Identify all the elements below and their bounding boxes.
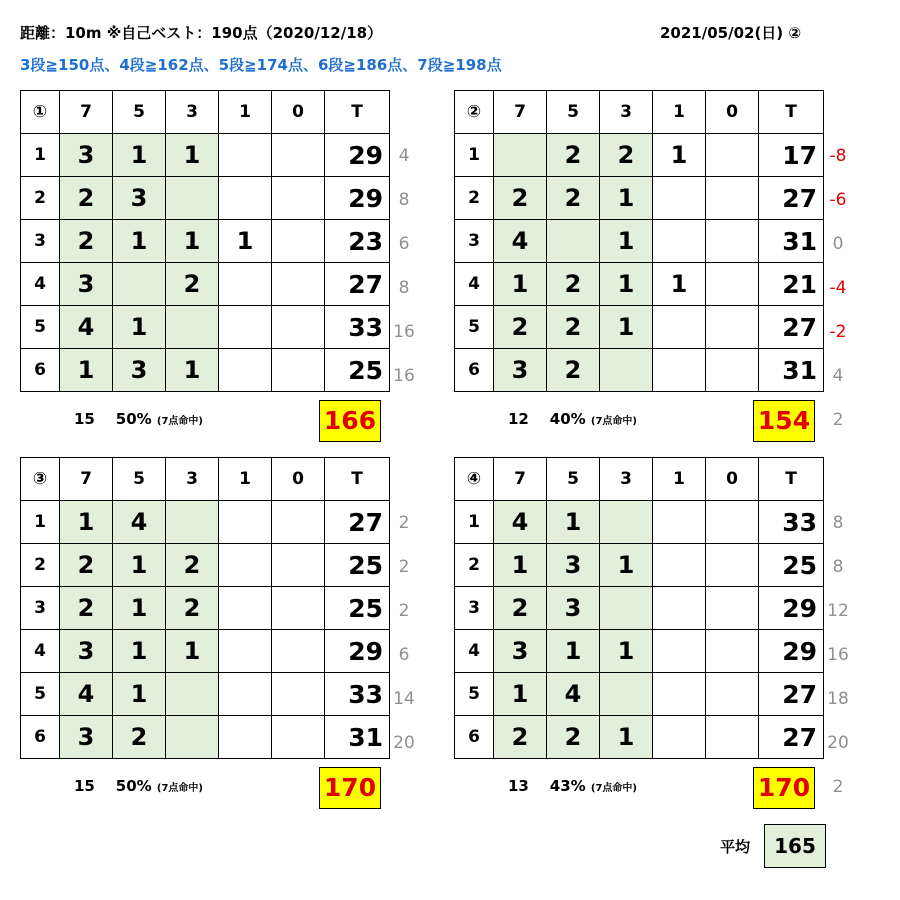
hit-count-cell bbox=[706, 716, 759, 759]
round-stats bbox=[74, 410, 203, 428]
hit-count-cell: 2 bbox=[600, 134, 653, 177]
hit-count-cell bbox=[219, 673, 272, 716]
side-value: 2 bbox=[398, 513, 410, 533]
table-row bbox=[455, 587, 824, 630]
end-number: 4 bbox=[21, 263, 60, 306]
hit-count-cell bbox=[166, 501, 219, 544]
hit-count-cell: 1 bbox=[653, 134, 706, 177]
hit-note: (7点命中) bbox=[590, 783, 638, 794]
column-header: 0 bbox=[706, 91, 759, 134]
end-total: 31 bbox=[759, 349, 824, 392]
hit-count-cell bbox=[219, 177, 272, 220]
table-row bbox=[455, 501, 824, 544]
table-row bbox=[21, 134, 390, 177]
hit-count-cell bbox=[219, 587, 272, 630]
round-label: ④ bbox=[455, 458, 494, 501]
side-value: -4 bbox=[829, 278, 847, 298]
hit-count-cell: 2 bbox=[166, 263, 219, 306]
hit-count-cell bbox=[600, 349, 653, 392]
round-1 bbox=[20, 90, 390, 392]
score-table bbox=[454, 90, 824, 392]
column-header: T bbox=[325, 91, 390, 134]
table-row bbox=[21, 263, 390, 306]
end-number: 3 bbox=[21, 587, 60, 630]
hit-count-cell: 4 bbox=[60, 306, 113, 349]
hit-count-cell bbox=[547, 220, 600, 263]
round-total: 170 bbox=[319, 767, 381, 809]
end-total: 27 bbox=[759, 673, 824, 716]
side-value: 20 bbox=[827, 733, 849, 753]
hit-percent: 40% bbox=[549, 410, 586, 428]
round-label: ③ bbox=[21, 458, 60, 501]
hit-count-cell bbox=[706, 501, 759, 544]
end-number: 6 bbox=[21, 349, 60, 392]
end-total: 23 bbox=[325, 220, 390, 263]
average-value: 165 bbox=[764, 824, 826, 868]
end-number: 2 bbox=[455, 177, 494, 220]
end-total: 33 bbox=[325, 673, 390, 716]
round-2 bbox=[454, 90, 824, 392]
end-number: 5 bbox=[21, 673, 60, 716]
side-value: -2 bbox=[829, 322, 847, 342]
hit-percent: 43% bbox=[549, 777, 586, 795]
hit-count-cell: 1 bbox=[547, 501, 600, 544]
hit-count-cell bbox=[272, 263, 325, 306]
hit-percent: 50% bbox=[115, 777, 152, 795]
column-header: T bbox=[325, 458, 390, 501]
end-number: 2 bbox=[21, 544, 60, 587]
hit-note: (7点命中) bbox=[156, 783, 204, 794]
end-number: 4 bbox=[455, 630, 494, 673]
round-total: 154 bbox=[753, 400, 815, 442]
hit-count-cell: 2 bbox=[494, 306, 547, 349]
table-row bbox=[21, 587, 390, 630]
column-header: 1 bbox=[219, 458, 272, 501]
hit-count-cell bbox=[653, 673, 706, 716]
hit-count-cell bbox=[706, 349, 759, 392]
hit-count-cell: 3 bbox=[60, 263, 113, 306]
hit-count-cell: 1 bbox=[600, 630, 653, 673]
total-side-value: 2 bbox=[832, 777, 844, 797]
hit-count-cell bbox=[653, 630, 706, 673]
end-number: 5 bbox=[455, 673, 494, 716]
table-row bbox=[21, 177, 390, 220]
table-row bbox=[21, 630, 390, 673]
hit-count-cell: 1 bbox=[600, 263, 653, 306]
end-total: 25 bbox=[325, 587, 390, 630]
column-header: 7 bbox=[494, 91, 547, 134]
table-row bbox=[455, 544, 824, 587]
side-value: 8 bbox=[832, 557, 844, 577]
hit-count-cell bbox=[706, 544, 759, 587]
table-row bbox=[455, 134, 824, 177]
hit-count-cell bbox=[219, 306, 272, 349]
hit-count-cell bbox=[706, 177, 759, 220]
side-value: 14 bbox=[393, 689, 415, 709]
hit-count-cell: 2 bbox=[547, 716, 600, 759]
hit-count-cell bbox=[272, 220, 325, 263]
table-row bbox=[21, 501, 390, 544]
hit-count-cell: 1 bbox=[113, 544, 166, 587]
hit-count-cell bbox=[706, 263, 759, 306]
end-number: 5 bbox=[455, 306, 494, 349]
hit-count-cell: 1 bbox=[600, 306, 653, 349]
column-header: 7 bbox=[60, 458, 113, 501]
end-total: 25 bbox=[325, 349, 390, 392]
hit-count-cell bbox=[706, 306, 759, 349]
column-header: 3 bbox=[600, 458, 653, 501]
hit-count-cell: 4 bbox=[60, 673, 113, 716]
end-number: 6 bbox=[21, 716, 60, 759]
side-value: 4 bbox=[832, 366, 844, 386]
round-stats bbox=[508, 777, 637, 795]
hit-count: 15 bbox=[74, 410, 95, 428]
hit-count-cell: 1 bbox=[113, 306, 166, 349]
end-number: 1 bbox=[21, 501, 60, 544]
hit-count-cell bbox=[219, 349, 272, 392]
end-total: 27 bbox=[759, 177, 824, 220]
side-value: 6 bbox=[398, 234, 410, 254]
hit-count-cell: 2 bbox=[494, 177, 547, 220]
hit-count-cell bbox=[272, 544, 325, 587]
hit-count-cell: 2 bbox=[60, 220, 113, 263]
hit-count-cell: 1 bbox=[113, 587, 166, 630]
hit-count: 12 bbox=[508, 410, 529, 428]
hit-count-cell: 3 bbox=[113, 349, 166, 392]
hit-count-cell bbox=[600, 587, 653, 630]
end-total: 33 bbox=[325, 306, 390, 349]
column-header: 3 bbox=[166, 458, 219, 501]
side-value: 12 bbox=[827, 601, 849, 621]
side-value: 8 bbox=[398, 278, 410, 298]
hit-count-cell bbox=[653, 587, 706, 630]
end-total: 17 bbox=[759, 134, 824, 177]
column-header: T bbox=[759, 91, 824, 134]
end-number: 4 bbox=[21, 630, 60, 673]
distance-best-header: 距離：10m ※自己ベスト：190点（2020/12/18） bbox=[20, 24, 383, 42]
column-header: 3 bbox=[166, 91, 219, 134]
hit-count-cell: 3 bbox=[60, 630, 113, 673]
end-total: 29 bbox=[325, 134, 390, 177]
hit-count-cell bbox=[653, 349, 706, 392]
score-table bbox=[20, 90, 390, 392]
hit-count-cell: 2 bbox=[166, 587, 219, 630]
hit-count-cell: 2 bbox=[547, 349, 600, 392]
end-number: 6 bbox=[455, 349, 494, 392]
hit-count-cell: 1 bbox=[60, 349, 113, 392]
hit-count-cell: 2 bbox=[547, 177, 600, 220]
hit-count-cell bbox=[706, 134, 759, 177]
hit-count-cell bbox=[706, 220, 759, 263]
hit-count-cell: 1 bbox=[494, 263, 547, 306]
hit-count-cell bbox=[600, 501, 653, 544]
side-value: 6 bbox=[398, 645, 410, 665]
column-header: T bbox=[759, 458, 824, 501]
end-total: 29 bbox=[325, 630, 390, 673]
hit-count-cell bbox=[653, 306, 706, 349]
end-total: 31 bbox=[325, 716, 390, 759]
column-header: 3 bbox=[600, 91, 653, 134]
hit-count-cell: 3 bbox=[494, 349, 547, 392]
hit-count-cell: 1 bbox=[494, 673, 547, 716]
hit-count-cell: 1 bbox=[600, 544, 653, 587]
hit-count-cell bbox=[706, 673, 759, 716]
end-total: 27 bbox=[759, 716, 824, 759]
table-row bbox=[21, 349, 390, 392]
column-header: 5 bbox=[113, 458, 166, 501]
side-value: 2 bbox=[398, 601, 410, 621]
hit-count-cell bbox=[219, 544, 272, 587]
hit-count-cell: 1 bbox=[113, 630, 166, 673]
round-stats bbox=[508, 410, 637, 428]
hit-count-cell: 1 bbox=[494, 544, 547, 587]
table-row bbox=[21, 673, 390, 716]
side-value: 8 bbox=[398, 190, 410, 210]
hit-count-cell bbox=[272, 177, 325, 220]
hit-count-cell bbox=[653, 501, 706, 544]
hit-count-cell bbox=[272, 587, 325, 630]
hit-count-cell: 1 bbox=[547, 630, 600, 673]
hit-count-cell: 2 bbox=[113, 716, 166, 759]
side-value: 4 bbox=[398, 146, 410, 166]
end-total: 27 bbox=[759, 306, 824, 349]
round-total: 170 bbox=[753, 767, 815, 809]
side-value: 18 bbox=[827, 689, 849, 709]
table-row bbox=[455, 673, 824, 716]
hit-count-cell bbox=[272, 134, 325, 177]
hit-count-cell: 1 bbox=[600, 716, 653, 759]
end-number: 2 bbox=[21, 177, 60, 220]
round-label: ② bbox=[455, 91, 494, 134]
side-value: 2 bbox=[398, 557, 410, 577]
side-value: -6 bbox=[829, 190, 847, 210]
average-label: 平均 bbox=[720, 838, 751, 856]
end-number: 6 bbox=[455, 716, 494, 759]
hit-count-cell bbox=[272, 501, 325, 544]
hit-count-cell bbox=[113, 263, 166, 306]
hit-count-cell bbox=[494, 134, 547, 177]
hit-count-cell: 1 bbox=[113, 220, 166, 263]
table-row bbox=[21, 716, 390, 759]
end-number: 5 bbox=[21, 306, 60, 349]
total-side-value: 2 bbox=[832, 410, 844, 430]
hit-count-cell: 1 bbox=[166, 134, 219, 177]
table-row bbox=[455, 630, 824, 673]
rank-thresholds: 3段≧150点、4段≧162点、5段≧174点、6段≧186点、7段≧198点 bbox=[20, 56, 502, 74]
hit-count-cell bbox=[272, 349, 325, 392]
side-value: -8 bbox=[829, 146, 847, 166]
hit-count-cell: 4 bbox=[494, 501, 547, 544]
hit-count-cell bbox=[653, 220, 706, 263]
hit-count-cell bbox=[653, 716, 706, 759]
end-total: 29 bbox=[325, 177, 390, 220]
hit-count-cell: 2 bbox=[547, 263, 600, 306]
round-4 bbox=[454, 457, 824, 759]
hit-count-cell: 1 bbox=[600, 220, 653, 263]
column-header: 0 bbox=[272, 91, 325, 134]
hit-count-cell: 3 bbox=[547, 544, 600, 587]
hit-count-cell bbox=[219, 716, 272, 759]
table-row bbox=[455, 716, 824, 759]
hit-count-cell: 1 bbox=[653, 263, 706, 306]
column-header: 5 bbox=[113, 91, 166, 134]
hit-count-cell: 1 bbox=[113, 673, 166, 716]
hit-count-cell bbox=[219, 501, 272, 544]
hit-count-cell: 1 bbox=[219, 220, 272, 263]
hit-count-cell: 2 bbox=[60, 544, 113, 587]
table-row bbox=[21, 544, 390, 587]
column-header: 1 bbox=[653, 91, 706, 134]
round-label: ① bbox=[21, 91, 60, 134]
column-header: 5 bbox=[547, 91, 600, 134]
hit-count-cell: 3 bbox=[60, 716, 113, 759]
end-total: 27 bbox=[325, 263, 390, 306]
column-header: 7 bbox=[494, 458, 547, 501]
end-number: 3 bbox=[21, 220, 60, 263]
table-row bbox=[455, 349, 824, 392]
hit-count-cell bbox=[272, 673, 325, 716]
hit-note: (7点命中) bbox=[156, 416, 204, 427]
end-total: 31 bbox=[759, 220, 824, 263]
table-row bbox=[455, 220, 824, 263]
hit-count-cell: 2 bbox=[547, 306, 600, 349]
column-header: 0 bbox=[706, 458, 759, 501]
side-value: 16 bbox=[393, 366, 415, 386]
side-value: 16 bbox=[393, 322, 415, 342]
hit-count-cell: 2 bbox=[494, 587, 547, 630]
hit-count-cell: 1 bbox=[166, 220, 219, 263]
hit-count-cell: 4 bbox=[547, 673, 600, 716]
hit-count-cell bbox=[272, 630, 325, 673]
hit-count-cell: 4 bbox=[494, 220, 547, 263]
table-row bbox=[455, 177, 824, 220]
hit-count-cell: 3 bbox=[494, 630, 547, 673]
table-row bbox=[21, 220, 390, 263]
end-number: 3 bbox=[455, 220, 494, 263]
end-total: 27 bbox=[325, 501, 390, 544]
hit-count-cell: 3 bbox=[113, 177, 166, 220]
hit-count-cell: 2 bbox=[166, 544, 219, 587]
round-stats bbox=[74, 777, 203, 795]
hit-count-cell bbox=[166, 177, 219, 220]
end-number: 3 bbox=[455, 587, 494, 630]
score-table bbox=[20, 457, 390, 759]
side-value: 20 bbox=[393, 733, 415, 753]
date-header: 2021/05/02(日) ② bbox=[660, 24, 802, 42]
column-header: 5 bbox=[547, 458, 600, 501]
end-number: 2 bbox=[455, 544, 494, 587]
hit-count-cell: 4 bbox=[113, 501, 166, 544]
end-number: 1 bbox=[21, 134, 60, 177]
hit-count-cell bbox=[219, 134, 272, 177]
hit-count-cell: 2 bbox=[60, 587, 113, 630]
round-3 bbox=[20, 457, 390, 759]
hit-count-cell bbox=[166, 716, 219, 759]
hit-count-cell bbox=[706, 587, 759, 630]
side-value: 0 bbox=[832, 234, 844, 254]
table-row bbox=[455, 263, 824, 306]
hit-percent: 50% bbox=[115, 410, 152, 428]
side-value: 8 bbox=[832, 513, 844, 533]
end-total: 33 bbox=[759, 501, 824, 544]
round-total: 166 bbox=[319, 400, 381, 442]
score-table bbox=[454, 457, 824, 759]
hit-count-cell bbox=[272, 716, 325, 759]
hit-count-cell: 1 bbox=[166, 349, 219, 392]
end-number: 1 bbox=[455, 134, 494, 177]
hit-count-cell: 1 bbox=[600, 177, 653, 220]
hit-count-cell bbox=[653, 544, 706, 587]
hit-count-cell: 1 bbox=[166, 630, 219, 673]
column-header: 1 bbox=[219, 91, 272, 134]
hit-count-cell: 1 bbox=[60, 501, 113, 544]
hit-count-cell bbox=[219, 263, 272, 306]
hit-count-cell: 2 bbox=[494, 716, 547, 759]
side-value: 16 bbox=[827, 645, 849, 665]
hit-count: 13 bbox=[508, 777, 529, 795]
table-row bbox=[21, 306, 390, 349]
end-total: 25 bbox=[759, 544, 824, 587]
end-number: 1 bbox=[455, 501, 494, 544]
hit-count-cell bbox=[272, 306, 325, 349]
column-header: 1 bbox=[653, 458, 706, 501]
hit-count-cell bbox=[706, 630, 759, 673]
hit-note: (7点命中) bbox=[590, 416, 638, 427]
end-total: 29 bbox=[759, 587, 824, 630]
end-total: 25 bbox=[325, 544, 390, 587]
column-header: 0 bbox=[272, 458, 325, 501]
hit-count-cell bbox=[166, 306, 219, 349]
column-header: 7 bbox=[60, 91, 113, 134]
table-row bbox=[455, 306, 824, 349]
hit-count-cell bbox=[219, 630, 272, 673]
end-total: 21 bbox=[759, 263, 824, 306]
end-number: 4 bbox=[455, 263, 494, 306]
hit-count-cell: 1 bbox=[113, 134, 166, 177]
hit-count: 15 bbox=[74, 777, 95, 795]
hit-count-cell bbox=[600, 673, 653, 716]
hit-count-cell: 3 bbox=[547, 587, 600, 630]
hit-count-cell: 3 bbox=[60, 134, 113, 177]
hit-count-cell: 2 bbox=[60, 177, 113, 220]
end-total: 29 bbox=[759, 630, 824, 673]
hit-count-cell bbox=[166, 673, 219, 716]
hit-count-cell: 2 bbox=[547, 134, 600, 177]
hit-count-cell bbox=[653, 177, 706, 220]
